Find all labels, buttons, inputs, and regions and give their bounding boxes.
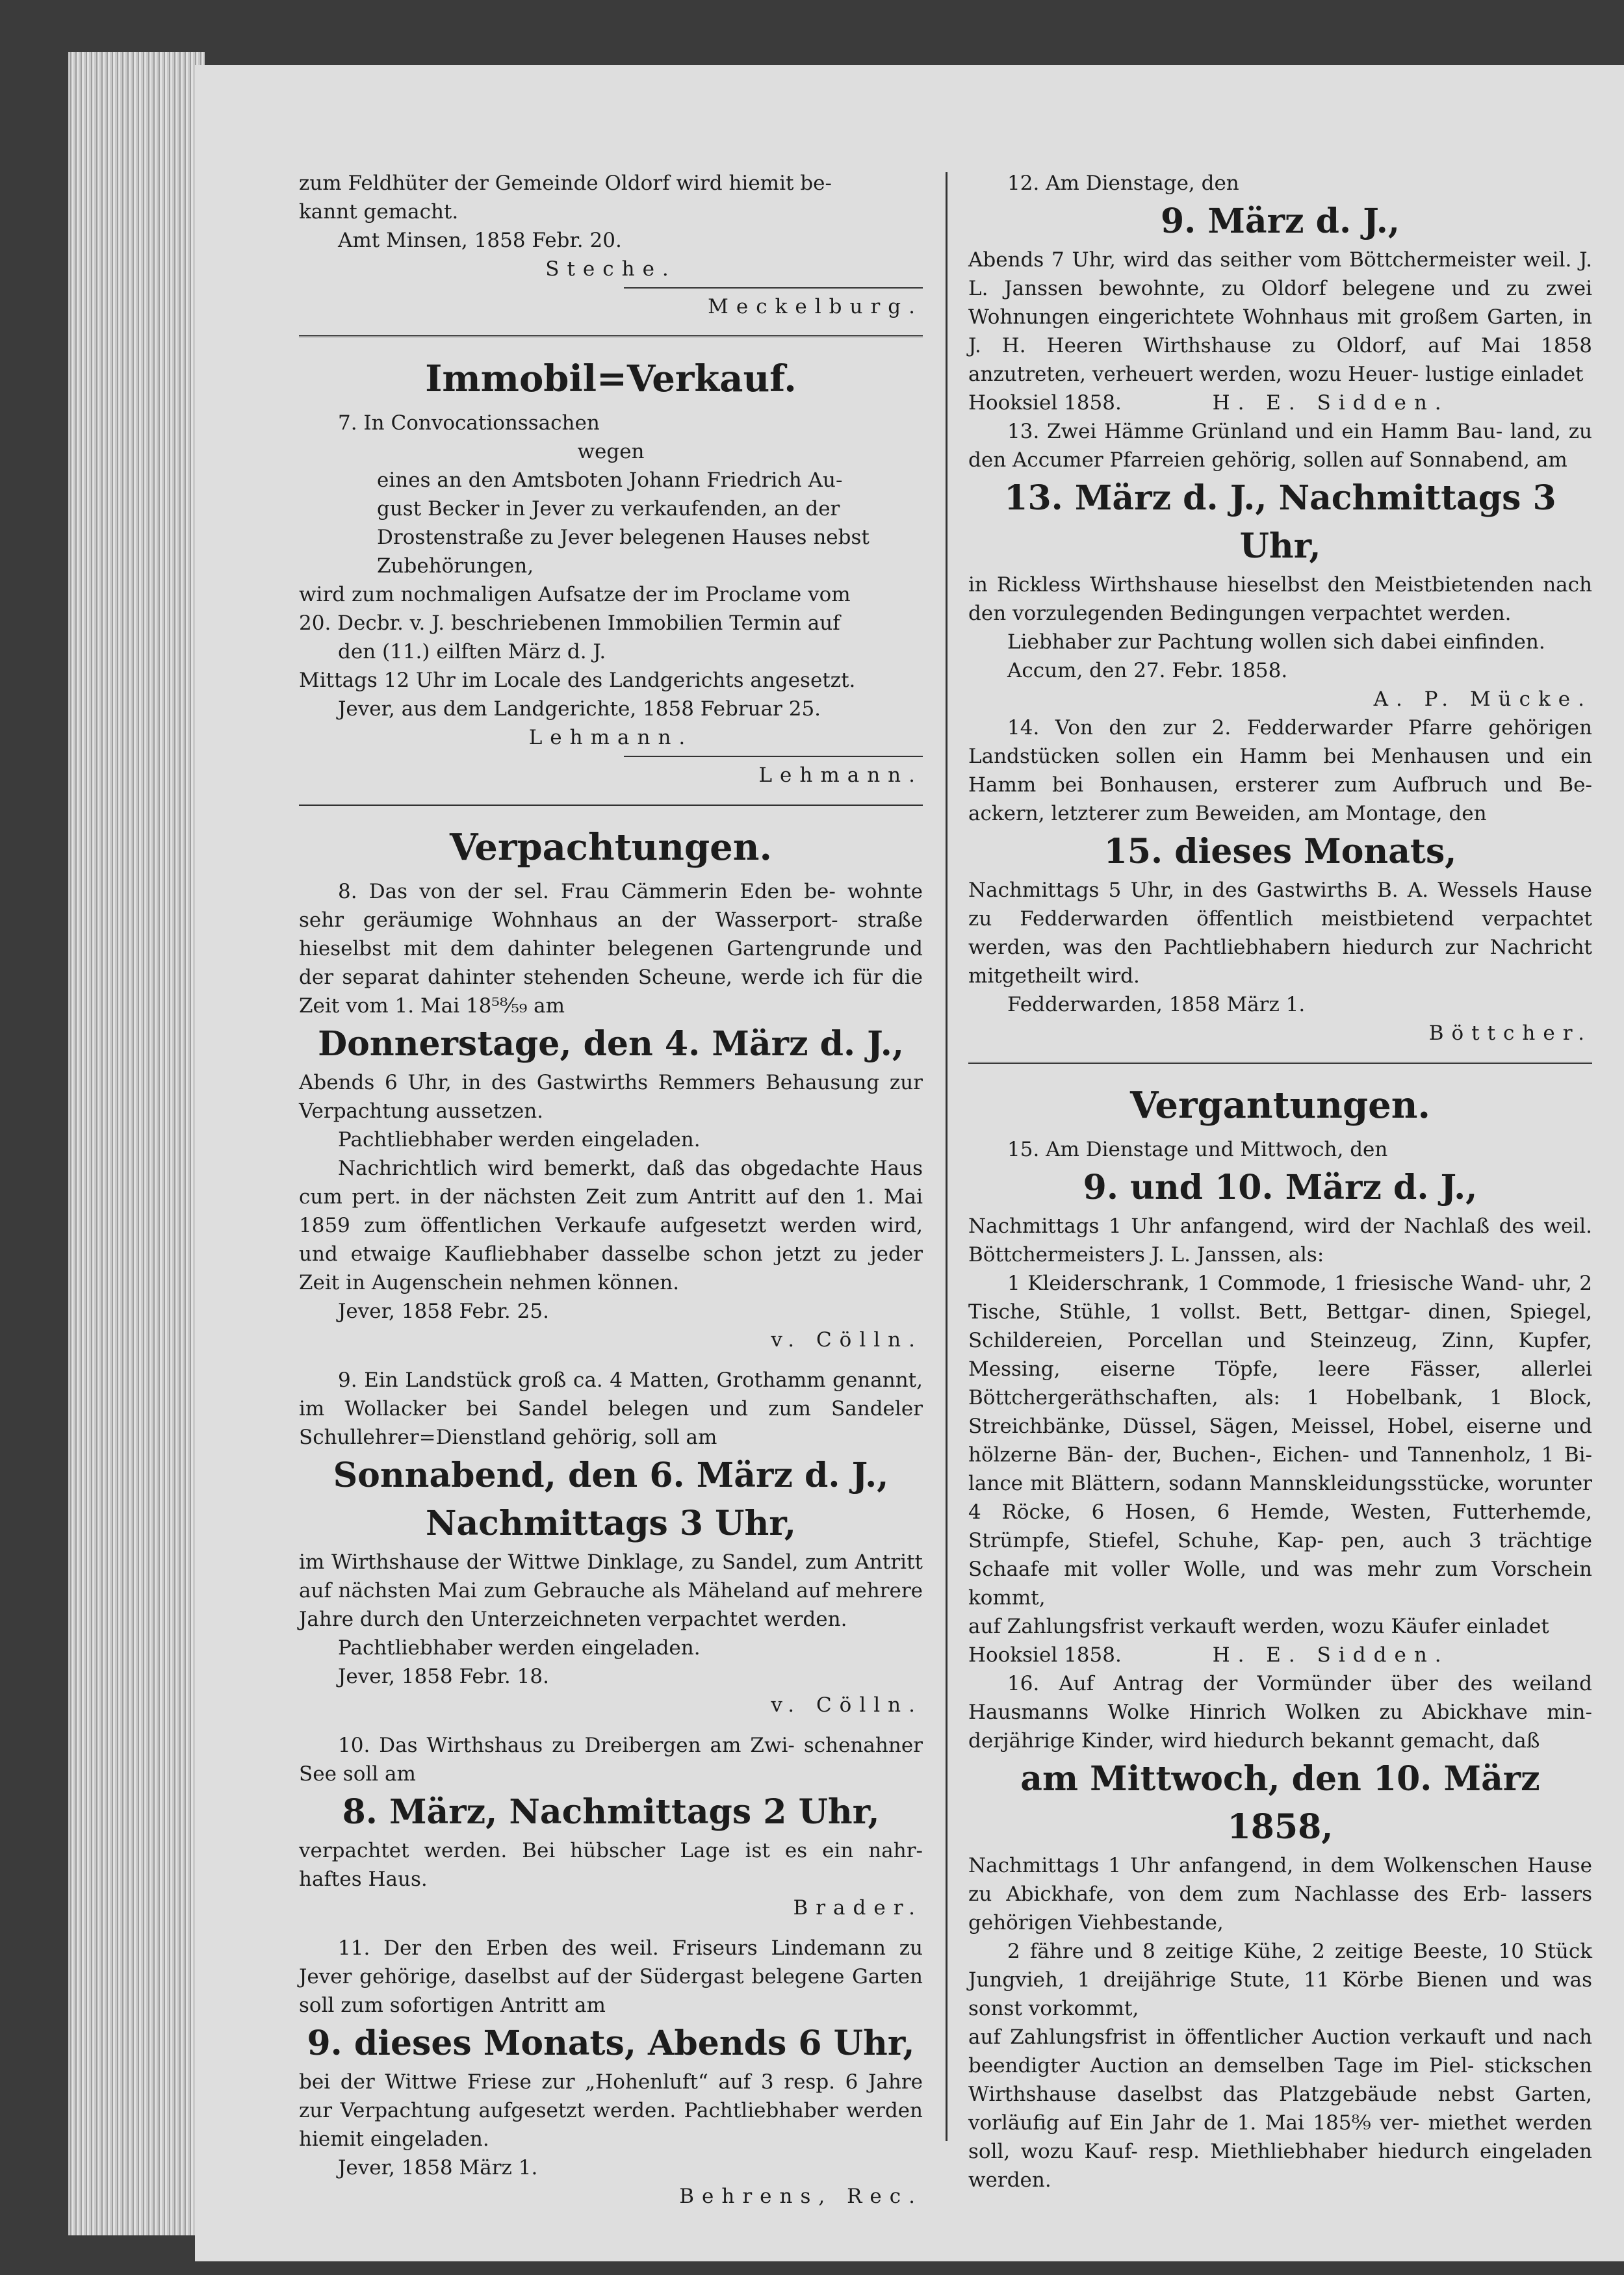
- item11-sign: Behrens, Rec.: [679, 2185, 923, 2208]
- item7-line-5: Drostenstraße zu Jever belegenen Hauses nebst: [377, 526, 870, 549]
- item13-invite: Liebhaber zur Pachtung wollen sich dabei einfinden.: [1007, 630, 1545, 654]
- item13-sign: A. P. Mücke.: [1373, 688, 1592, 711]
- item7-line-3: eines an den Amtsboten Johann Friedrich Au-: [377, 469, 843, 492]
- item15-date: 9. und 10. März d. J.,: [1083, 1168, 1478, 1207]
- item9-text: 9. Ein Landstück groß ca. 4 Matten, Grothamm genannt, im Wollacker bei Sandel belegen und zum Sandeler Schullehrer=Dienstland gehörig, soll am: [299, 1369, 923, 1449]
- item11-place: Jever, 1858 März 1.: [338, 2156, 538, 2179]
- right-column: [968, 169, 1592, 2194]
- section-heading-verpachtungen: Verpachtungen.: [450, 826, 772, 869]
- left-column: [299, 169, 923, 2211]
- item10-after: verpachtet werden. Bei hübscher Lage ist es ein nahr- haftes Haus.: [299, 1839, 923, 1891]
- item10-date: 8. März, Nachmittags 2 Uhr,: [342, 1792, 880, 1832]
- item13-date: 13. März d. J., Nachmittags 3 Uhr,: [1004, 478, 1556, 566]
- item8-invite: Pachtliebhaber werden eingeladen.: [338, 1128, 701, 1151]
- item16-list: 2 fähre und 8 zeitige Kühe, 2 zeitige Beeste, 10 Stück Jungvieh, 1 dreijährige Stute, 11 Körbe Bienen und was sonst vorkommt,: [968, 1940, 1592, 2020]
- item12-place-sign: [968, 389, 1592, 417]
- item8-note: Nachrichtlich wird bemerkt, daß das obgedachte Haus cum pert. in der nächsten Zeit zum Antritt auf den 1. Mai 1859 zum öffentlichen Verkaufe aufgesetzt werden wird, und etwaige Kaufliebhaber dasselbe schon jetzt zu jeder Zeit in Augenschein nehmen können.: [299, 1157, 923, 1294]
- item11-date: 9. dieses Monats, Abends 6 Uhr,: [307, 2024, 915, 2063]
- item16-date: am Mittwoch, den 10. März 1858,: [1020, 1759, 1540, 1847]
- newspaper-page: [195, 65, 1624, 2261]
- item15-place: Hooksiel 1858.: [968, 1643, 1122, 1667]
- opening-sign-2: Meckelburg.: [708, 295, 923, 318]
- item11-after: bei der Wittwe Friese zur „Hohenluft“ auf 3 resp. 6 Jahre zur Verpachtung aufgesetzt werden. Pachtliebhaber werden hiemit eingeladen.: [299, 2070, 923, 2151]
- opening-sign-1: Steche.: [545, 257, 677, 281]
- item12-text: Abends 7 Uhr, wird das seither vom Böttchermeister weil. J. L. Janssen bewohnte, zu Oldorf belegene und zu zwei Wohnungen eingerichtete Wohnhaus mit großem Garten, in J. H. Heeren Wirthshause zu Oldorf, auf Mai 1858 anzutreten, verheuert werden, wozu Heuer- lustige einladet: [968, 248, 1592, 386]
- item7-line-7: wird zum nochmaligen Aufsatze der im Proclame vom: [299, 583, 851, 606]
- item7-line-4: gust Becker in Jever zu verkaufenden, an der: [377, 497, 840, 521]
- item13-text: 13. Zwei Hämme Grünland und ein Hamm Bau- land, zu den Accumer Pfarreien gehörig, sollen auf Sonnabend, am: [968, 420, 1592, 472]
- item9-date-1: Sonnabend, den 6. März d. J.,: [333, 1456, 889, 1495]
- item8-date: Donnerstage, den 4. März d. J.,: [318, 1024, 904, 1064]
- item9-place: Jever, 1858 Febr. 18.: [338, 1665, 549, 1688]
- item7-line-6: Zubehörungen,: [377, 554, 534, 578]
- item7-sign-2: Lehmann.: [758, 764, 923, 787]
- item16-text: 16. Auf Antrag der Vormünder über des weiland Hausmanns Wolke Hinrich Wolken zu Abickhave min- derjährige Kinder, wird hiedurch bekannt gemacht, daß: [968, 1672, 1592, 1753]
- item9-after: im Wirthshause der Wittwe Dinklage, zu Sandel, zum Antritt auf nächsten Mai zum Gebrauche als Mäheland auf mehrere Jahre durch den Unterzeichneten verpachtet werden.: [299, 1550, 923, 1631]
- item7-line-2: wegen: [577, 440, 645, 463]
- item13-after: in Rickless Wirthshause hieselbst den Meistbietenden nach den vorzulegenden Bedingungen verpachtet werden.: [968, 573, 1592, 625]
- item9-sign: v. Cölln.: [771, 1693, 923, 1717]
- item15-sign: H. E. Sidden.: [1212, 1643, 1449, 1667]
- item14-date: 15. dieses Monats,: [1103, 832, 1457, 871]
- item8-sign: v. Cölln.: [771, 1328, 923, 1352]
- short-rule: [624, 287, 923, 289]
- item7-sign-1: Lehmann.: [528, 726, 693, 749]
- section-divider: [299, 804, 923, 810]
- item9-invite: Pachtliebhaber werden eingeladen.: [338, 1636, 701, 1660]
- item9-date-2: Nachmittags 3 Uhr,: [425, 1504, 797, 1543]
- item14-after: Nachmittags 5 Uhr, in des Gastwirths B. A. Wessels Hause zu Fedderwarden öffentlich meistbietend verpachtet werden, was den Pachtliebhabern hiedurch zur Nachricht mitgetheilt wird.: [968, 879, 1592, 988]
- item8-place: Jever, 1858 Febr. 25.: [338, 1300, 549, 1323]
- item15-list: 1 Kleiderschrank, 1 Commode, 1 friesische Wand- uhr, 2 Tische, Stühle, 1 vollst. Bett, Bettgar- dinen, Spiegel, Schildereien, Porcellan und Steinzeug, Zinn, Kupfer, Messing, eiserne Töpfe, leere Fässer, allerlei Böttchergeräthschaften, als: 1 Hobelbank, 1 Block, Streichbänke, Düssel, Sägen, Meissel, Hobel, eiserne und hölzerne Bän- der, Buchen-, Eichen- und Tannenholz, 1 Bi- lance mit Blättern, sodann Mannskleidungsstücke, worunter 4 Röcke, 6 Hosen, 6 Hemde, Westen, Futterhemde, Strümpfe, Stiefel, Schuhe, Kap- pen, auch 3 trächtige Schaafe mit voller Wolle, und was mehr zum Vorschein kommt,: [968, 1272, 1592, 1610]
- item16-after: Nachmittags 1 Uhr anfangend, in dem Wolkenschen Hause zu Abickhafe, von dem zum Nachlasse des Erb- lassers gehörigen Viehbestande,: [968, 1854, 1592, 1934]
- opening-line-2: kannt gemacht.: [299, 200, 459, 224]
- book-page-edges: [68, 52, 205, 2235]
- item15-text: Nachmittags 1 Uhr anfangend, wird der Nachlaß des weil. Böttchermeisters J. L. Janssen, als:: [968, 1215, 1592, 1266]
- item7-line-10: Mittags 12 Uhr im Locale des Landgerichts angesetzt.: [299, 669, 856, 692]
- item8-text: 8. Das von der sel. Frau Cämmerin Eden be- wohnte sehr geräumige Wohnhaus an der Wasserport- straße hieselbst mit dem dahinter belegenen Gartengrunde und der separat dahinter stehenden Scheune, werde ich für die Zeit vom 1. Mai 18⁵⁸⁄₅₉ am: [299, 880, 923, 1018]
- column-divider: [946, 172, 947, 2141]
- item15-after: auf Zahlungsfrist verkauft werden, wozu Käufer einladet: [968, 1615, 1549, 1638]
- item12-place: Hooksiel 1858.: [968, 391, 1122, 415]
- item7-line-11: Jever, aus dem Landgerichte, 1858 Februar 25.: [338, 697, 821, 721]
- item8-after: Abends 6 Uhr, in des Gastwirths Remmers Behausung zur Verpachtung aussetzen.: [299, 1071, 923, 1123]
- item12-sign: H. E. Sidden.: [1212, 391, 1449, 415]
- item14-text: 14. Von den zur 2. Fedderwarder Pfarre gehörigen Landstücken sollen ein Hamm bei Menhausen und ein Hamm bei Bonhausen, ersterer zum Aufbruch und Be- ackern, letzterer zum Beweiden, am Montage, den: [968, 716, 1592, 825]
- item10-text: 10. Das Wirthshaus zu Dreibergen am Zwi- schenahner See soll am: [299, 1734, 923, 1786]
- short-rule: [624, 756, 923, 757]
- section-heading-immobil: Immobil=Verkauf.: [425, 357, 797, 400]
- opening-place: Amt Minsen, 1858 Febr. 20.: [338, 229, 622, 252]
- item14-place: Fedderwarden, 1858 März 1.: [1007, 993, 1306, 1016]
- item11-text: 11. Der den Erben des weil. Friseurs Lindemann zu Jever gehörige, daselbst auf der Südergast belegene Garten soll zum sofortigen Antritt am: [299, 1936, 923, 2017]
- item7-line-9: den (11.) eilften März d. J.: [338, 640, 606, 663]
- section-heading-vergantungen: Vergantungen.: [1130, 1084, 1430, 1127]
- section-divider: [968, 1062, 1592, 1068]
- item15-place-sign: [968, 1641, 1592, 1669]
- section-divider: [299, 335, 923, 341]
- opening-line-1: zum Feldhüter der Gemeinde Oldorf wird hiemit be-: [299, 172, 832, 195]
- item16-end: auf Zahlungsfrist in öffentlicher Auction verkauft und nach beendigter Auction an demselben Tage im Piel- stickschen Wirthshause daselbst das Platzgebäude nebst Garten, vorläufig auf Ein Jahr de 1. Mai 185⁸⁄₉ ver- miethet werden soll, wozu Kauf- resp. Miethliebhaber hiedurch eingeladen werden.: [968, 2025, 1592, 2192]
- item15-intro: 15. Am Dienstage und Mittwoch, den: [1007, 1138, 1388, 1161]
- item7-line-8: 20. Decbr. v. J. beschriebenen Immobilien Termin auf: [299, 611, 840, 635]
- item14-sign: Böttcher.: [1428, 1022, 1592, 1045]
- item12-date: 9. März d. J.,: [1160, 201, 1400, 241]
- item7-line-1: 7. In Convocationssachen: [338, 411, 600, 435]
- item13-place: Accum, den 27. Febr. 1858.: [1007, 659, 1288, 682]
- item10-sign: Brader.: [793, 1896, 923, 1920]
- item12-intro: 12. Am Dienstage, den: [1007, 172, 1239, 195]
